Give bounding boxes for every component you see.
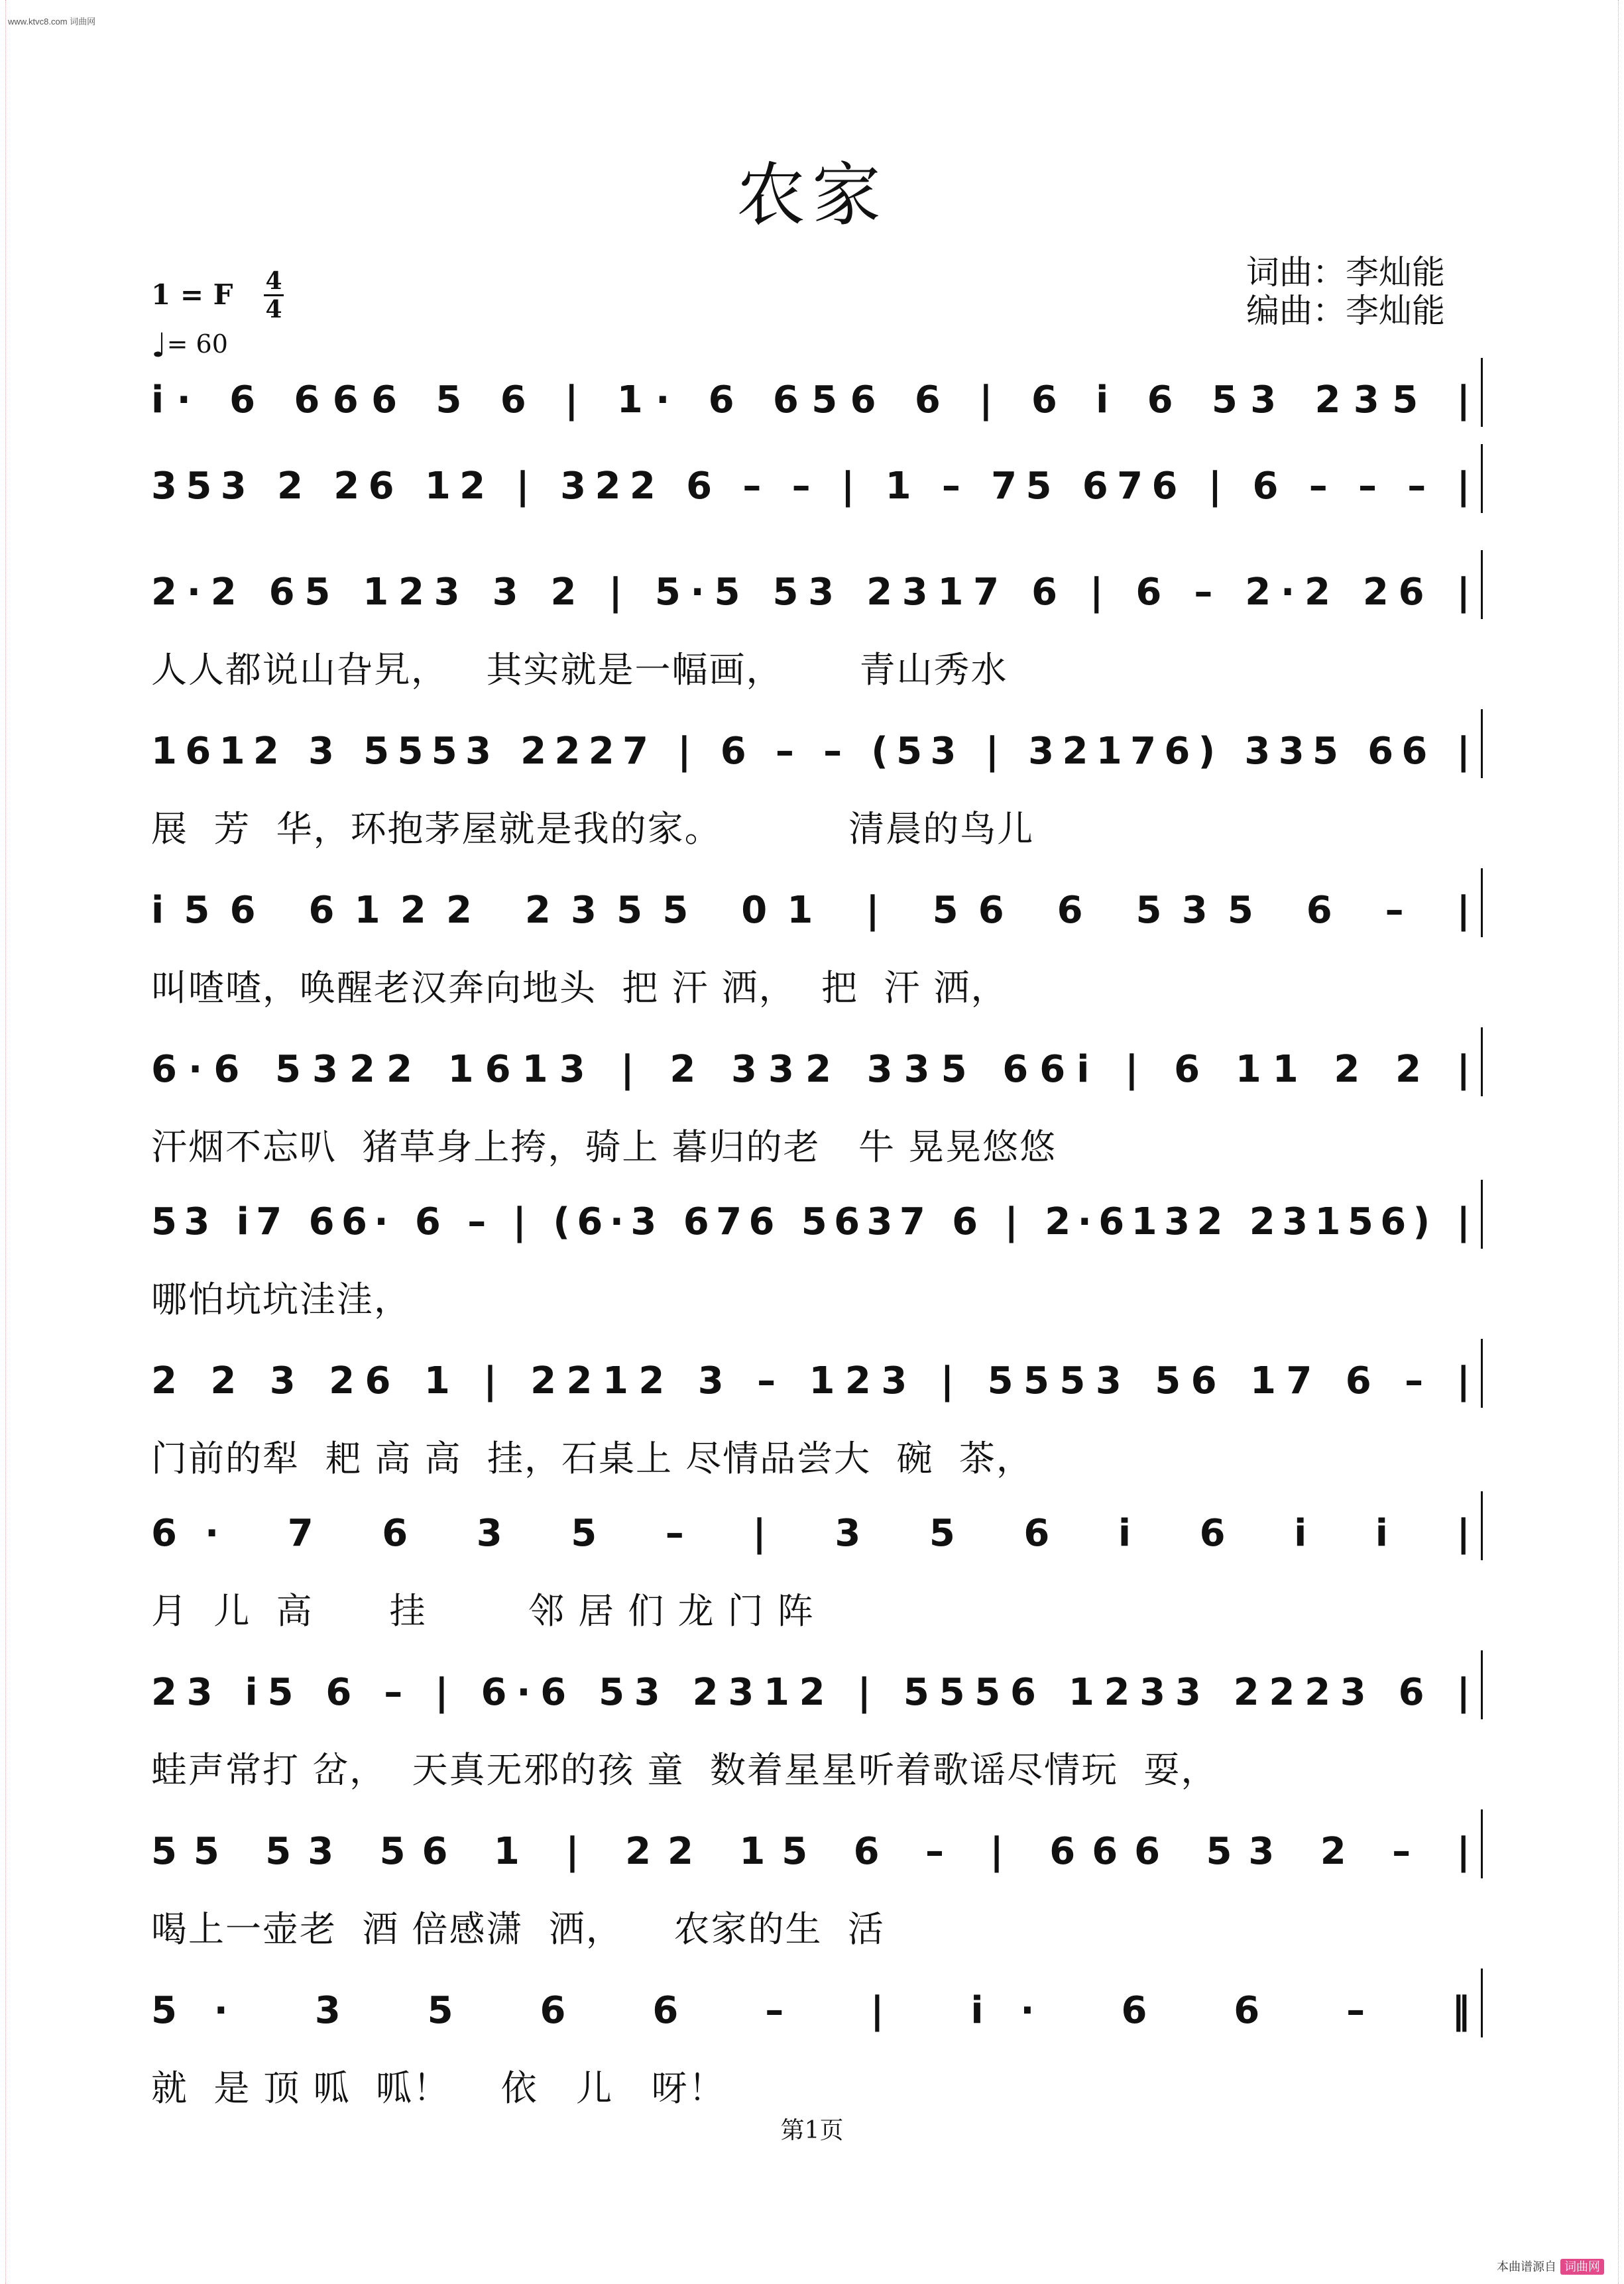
tempo-value: = 60 [166,329,228,359]
system-end-barline [1481,444,1483,513]
notation-line [151,1352,1483,1418]
notation-line [151,882,1483,948]
notation-line [151,457,1483,524]
lyric-line: 汗烟不忘叭 猪草身上挎，骑上 暮归的老 牛 晃晃悠悠 [151,1126,1057,1168]
system-end-barline [1481,709,1483,778]
system-end-barline [1481,1027,1483,1096]
brand-logo: 词曲网 [1560,2259,1604,2275]
lyric-line: 门前的犁 耙 高 高 挂，石桌上 尽情品尝大 碗 茶， [151,1438,1033,1479]
notation-text: 6·6 5322 1613 | 2 332 335 66i | 6 11 2 2 | [151,1048,1471,1091]
system-end-barline [1481,1180,1483,1249]
brand-text: 本曲谱源自 [1497,2260,1556,2273]
notation-text: 55 53 56 1 | 22 15 6 – | 666 53 2 – | [151,1830,1470,1873]
system-end-barline [1481,1650,1483,1719]
lyric-line: 月 儿 高 挂 邻 居 们 龙 门 阵 [151,1590,815,1632]
credit-arrange: 编曲：李灿能 [1246,292,1445,330]
notation-line [151,563,1483,630]
notation-line [151,1041,1483,1107]
credit-lyrics: 词曲：李灿能 [1246,253,1445,292]
notation-text: 6· 7 6 3 5 – | 3 5 6 i 6 i i | [151,1512,1471,1555]
notation-text: 2 2 3 26 1 | 2212 3 – 123 | 5553 56 17 6 – | [151,1359,1470,1402]
lyric-line: 叫喳喳，唤醒老汉奔向地头 把 汗 洒， 把 汗 洒， [151,967,1008,1009]
lyric-line: 喝上一壶老 酒 倍感潇 洒， 农家的生 活 [151,1908,885,1950]
system-end-barline [1481,1809,1483,1878]
system-end-barline [1481,550,1483,619]
watermark-text: www.ktvc8.com 词曲网 [8,17,96,27]
notation-line [151,722,1483,789]
system-end-barline [1481,1339,1483,1408]
credits [1246,253,1445,330]
time-signature-bottom: 4 [265,296,282,323]
lyric-line: 就 是 顶 呱 呱！ 依 儿 呀！ [151,2067,726,2109]
notation-text: 353 2 26 12 | 322 6 – – | 1 – 75 676 | 6 – – – | [151,465,1471,508]
lyric-line: 人人都说山旮旯， 其实就是一幅画， 青山秀水 [151,649,1008,691]
right-margin-strip [1609,0,1619,2284]
page-number: 第1页 [780,2117,844,2144]
notation-text: 23 i5 6 – | 6·6 53 2312 | 5556 1233 2223 6 | [151,1671,1470,1714]
system-end-barline [1481,868,1483,937]
notation-text: i· 6 666 5 6 | 1· 6 656 6 | 6 i 6 53 235 | [151,378,1471,422]
left-margin-strip [5,0,15,2284]
quarter-note-icon: ♩ [151,326,167,365]
notation-line [151,371,1483,437]
notation-line [151,1823,1483,1889]
lyric-line: 蛙声常打 岔， 天真无邪的孩 童 数着星星听着歌谣尽情玩 耍， [151,1749,1218,1791]
notation-text: 1612 3 5553 2227 | 6 – – (53 | 32176) 335 66 | [151,730,1470,773]
notation-text: i56 6122 2355 01 | 56 6 535 6 – | [151,889,1470,932]
system-end-barline [1481,358,1483,427]
time-signature-top: 4 [265,267,282,295]
notation-text: 2·2 65 123 3 2 | 5·5 53 2317 6 | 6 – 2·2 26 | [151,571,1470,614]
notation-line [151,1664,1483,1730]
notation-line [151,1982,1483,2048]
tempo-marking [151,326,228,365]
notation-text: 5· 3 5 6 6 – | i· 6 6 – ‖ [151,1989,1470,2032]
notation-line [151,1193,1483,1259]
time-signature [264,268,284,323]
song-title: 农家 [736,154,888,235]
system-end-barline [1481,1969,1483,2037]
notation-text: 53 i7 66· 6 – | (6·3 676 5637 6 | 2·6132 23156) | [151,1200,1470,1243]
key-signature: 1 = F [151,278,233,311]
system-end-barline [1481,1491,1483,1560]
notation-line [151,1505,1483,1571]
brand-badge [1497,2257,1604,2275]
lyric-line: 哪怕坑坑洼洼， [151,1279,411,1320]
lyric-line: 展 芳 华，环抱茅屋就是我的家。 清晨的鸟儿 [151,808,1035,850]
